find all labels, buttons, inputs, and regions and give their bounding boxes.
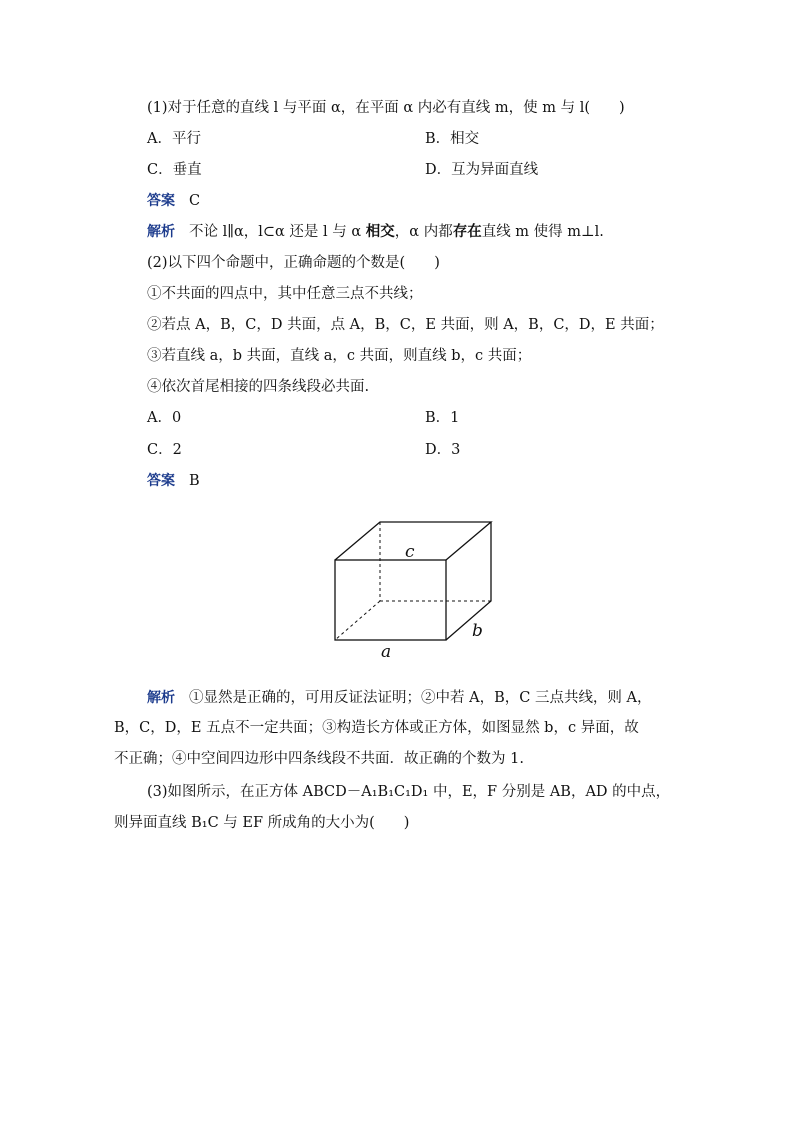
q1-option-a: A．平行 [147,131,201,147]
q1-stem: (1)对于任意的直线 l 与平面 α，在平面 α 内必有直线 m，使 m 与 l( ) [147,100,625,116]
q1-analysis-d: 存在 [452,223,482,240]
q3-stem-line-1: (3)如图所示，在正方体 ABCD－A₁B₁C₁D₁ 中，E，F 分别是 AB，AD 的中点， [147,784,671,800]
q2-item-3: ③若直线 a，b 共面，直线 a，c 共面，则直线 b，c 共面； [147,348,532,364]
q2-option-a: A．0 [147,410,182,426]
q1-analysis-e: 直线 m 使得 m⊥l. [481,224,604,240]
q1-answer-tag: 答案 [147,193,175,209]
label-a: a [381,642,392,662]
q2-option-d: D．3 [425,442,461,458]
front-face [335,560,446,640]
q2-analysis-row [147,688,652,708]
right-face [446,522,491,640]
q2-item-1: ①不共面的四点中，其中任意三点不共线； [147,286,423,302]
q2-answer-tag: 答案 [147,473,175,489]
q2-analysis-line-1: ①显然是正确的，可用反证法证明；②中若 A，B，C 三点共线，则 A， [189,690,652,706]
cuboid-figure [330,515,500,665]
q1-answer: C [189,193,201,209]
q2-analysis-tag: 解析 [147,690,175,706]
q1-analysis-b: 相交 [365,223,395,240]
q1-option-d: D．互为异面直线 [425,162,539,178]
label-b: b [472,621,483,641]
q2-item-4: ④依次首尾相接的四条线段必共面. [147,379,370,395]
q2-answer: B [189,473,200,489]
q2-stem: (2)以下四个命题中，正确命题的个数是( ) [147,255,440,271]
q2-option-c: C．2 [147,442,182,458]
q2-analysis-line-3: 不正确；④中空间四边形中四条线段不共面．故正确的个数为 1. [114,751,524,767]
q1-analysis-c: ，α 内都 [394,224,453,240]
q1-answer-row [147,191,200,211]
q1-analysis-a: 不论 l∥α，l⊂α 还是 l 与 α [189,224,366,240]
label-c: c [405,542,415,562]
q2-answer-row [147,471,200,491]
cuboid-diagram [330,515,500,665]
q1-analysis-row [147,222,604,242]
q1-option-c: C．垂直 [147,162,202,178]
hidden-edge-diagonal [335,601,380,640]
q2-analysis-line-2: B，C，D，E 五点不一定共面；③构造长方体或正方体，如图显然 b，c 异面，故 [114,720,639,736]
q1-option-b: B．相交 [425,131,480,147]
q2-item-2: ②若点 A，B，C，D 共面，点 A，B，C，E 共面，则 A，B，C，D，E 共面； [147,317,664,333]
q3-stem-line-2: 则异面直线 B₁C 与 EF 所成角的大小为( ) [114,815,410,831]
q1-analysis-tag: 解析 [147,224,175,240]
q2-option-b: B．1 [425,410,460,426]
